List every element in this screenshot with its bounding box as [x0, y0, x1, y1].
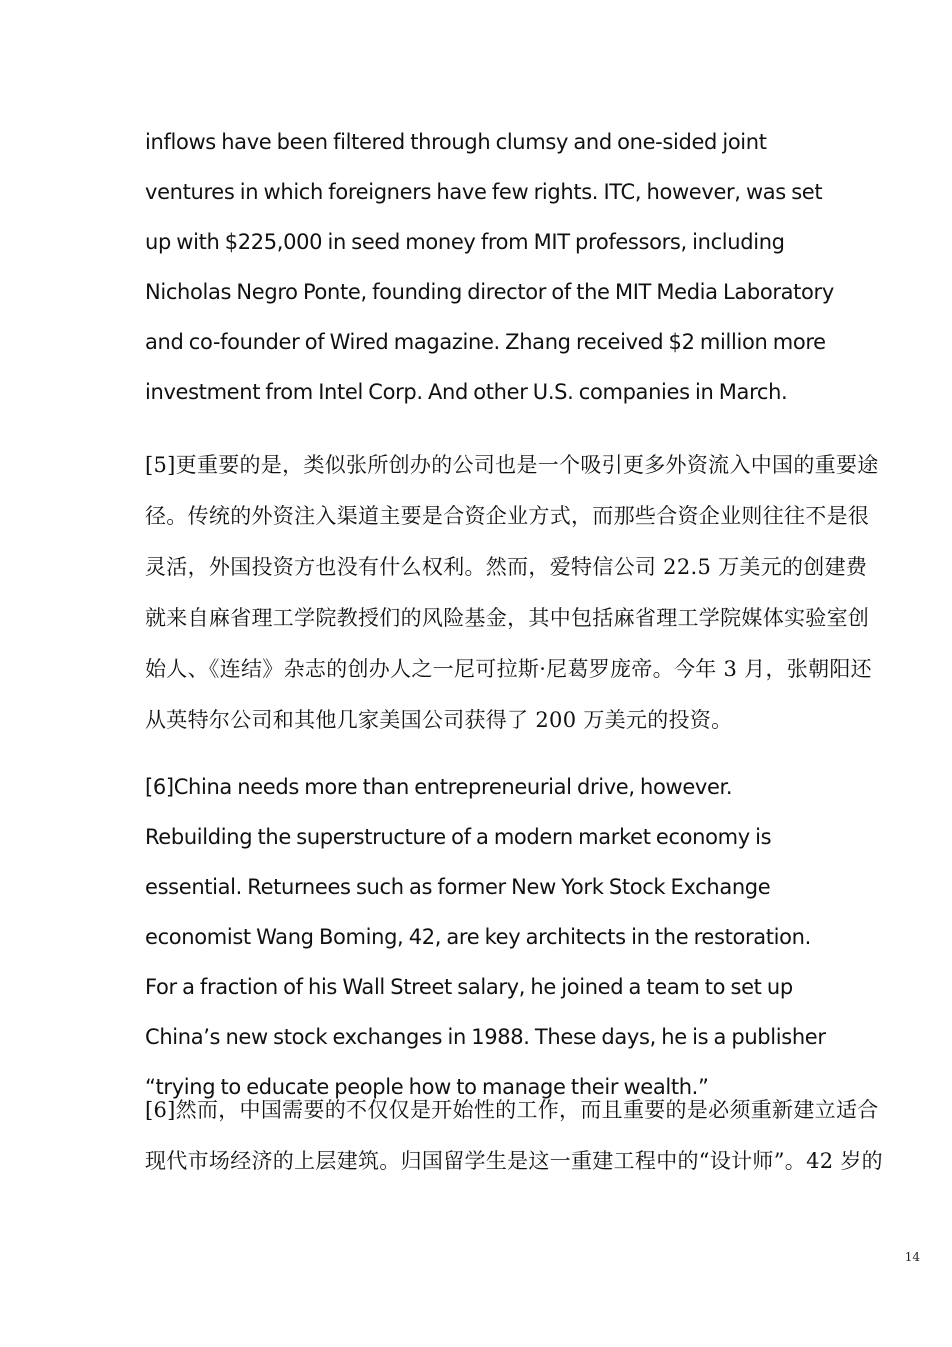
text-line: For a fraction of his Wall Street salary, he joined a team to set up — [145, 975, 793, 999]
text-line: ventures in which foreigners have few rights. ITC, however, was set — [145, 180, 823, 204]
text-line: [6]China needs more than entrepreneurial drive, however. — [145, 775, 733, 799]
paragraph-english-6 — [145, 762, 915, 1112]
text-line: 始人、《连结》杂志的创办人之一尼可拉斯·尼葛罗庞帝。今年 3 月，张朝阳还 — [145, 657, 872, 681]
text-line: 从英特尔公司和其他几家美国公司获得了 200 万美元的投资。 — [145, 708, 733, 732]
text-line: 就来自麻省理工学院教授们的风险基金，其中包括麻省理工学院媒体实验室创 — [145, 606, 870, 630]
text-line: economist Wang Boming, 42, are key architects in the restoration. — [145, 925, 811, 949]
text-line: China’s new stock exchanges in 1988. These days, he is a publisher — [145, 1025, 826, 1049]
text-line: Rebuilding the superstructure of a modern market economy is — [145, 825, 772, 849]
text-line: essential. Returnees such as former New York Stock Exchange — [145, 875, 771, 899]
text-line: [5]更重要的是，类似张所创办的公司也是一个吸引更多外资流入中国的重要途 — [145, 453, 879, 477]
page-number: 14 — [904, 1250, 920, 1264]
text-line: “trying to educate people how to manage their wealth.” — [145, 1075, 709, 1099]
text-line: inflows have been filtered through clumsy and one-sided joint — [145, 130, 767, 154]
text-line: 径。传统的外资注入渠道主要是合资企业方式，而那些合资企业则往往不是很 — [145, 504, 870, 528]
paragraph-chinese-5 — [145, 440, 915, 746]
text-line: 现代市场经济的上层建筑。归国留学生是这一重建工程中的“设计师”。42 岁的 — [145, 1149, 883, 1173]
text-line: and co-founder of Wired magazine. Zhang received $2 million more — [145, 330, 826, 354]
text-line: Nicholas Negro Ponte, founding director of the MIT Media Laboratory — [145, 280, 834, 304]
text-line: [6]然而，中国需要的不仅仅是开始性的工作，而且重要的是必须重新建立适合 — [145, 1098, 879, 1122]
paragraph-chinese-6 — [145, 1085, 915, 1187]
text-line: up with $225,000 in seed money from MIT professors, including — [145, 230, 785, 254]
paragraph-english-1 — [145, 117, 915, 417]
text-line: 灵活，外国投资方也没有什么权利。然而，爱特信公司 22.5 万美元的创建费 — [145, 555, 868, 579]
text-line: investment from Intel Corp. And other U.S. companies in March. — [145, 380, 788, 404]
